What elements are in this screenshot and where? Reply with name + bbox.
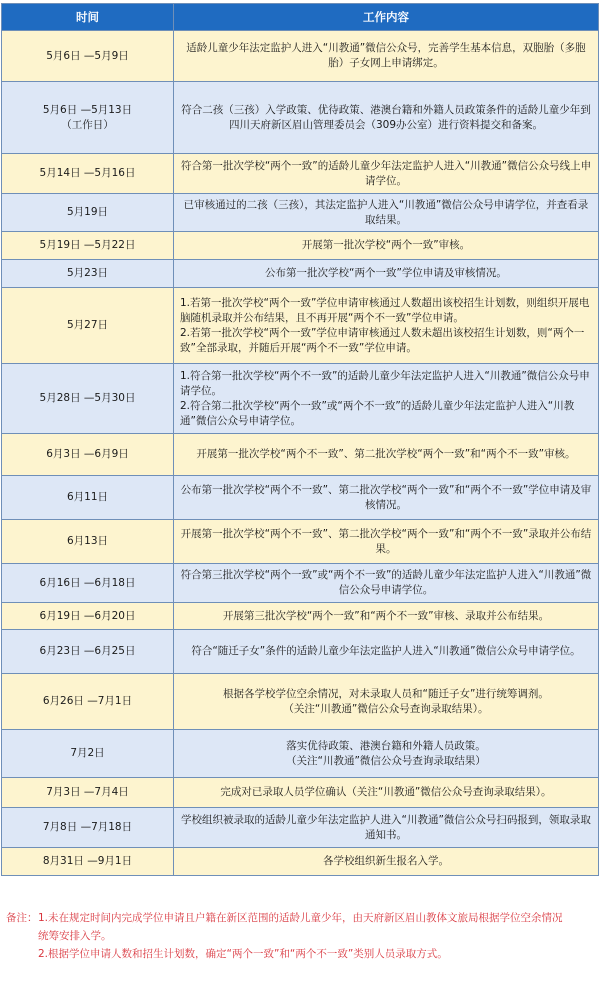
- header-time: 时间: [2, 4, 174, 31]
- row-content: 符合第三批次学校“两个一致”或“两个不一致”的适龄儿童少年法定监护人进入“川教通”微信公众号申请学位。: [174, 564, 599, 603]
- row-time: 5月14日 —5月16日: [2, 154, 174, 194]
- row-time: 5月28日 —5月30日: [2, 364, 174, 434]
- row-time: 6月19日 —6月20日: [2, 603, 174, 630]
- row-content-item-1: 1.若第一批次学校“两个一致”学位申请审核通过人数超出该校招生计划数，则组织开展电脑随机录取并公布结果，且不再开展“两个不一致”学位申请。: [180, 296, 590, 324]
- table-row: [2, 434, 599, 476]
- table-row: [2, 31, 599, 82]
- row-content-item-2: （关注“川教通”微信公众号查询录取结果）。: [283, 702, 489, 715]
- table-row: [2, 260, 599, 288]
- row-time: 7月3日 —7月4日: [2, 778, 174, 808]
- table-row: [2, 476, 599, 520]
- row-content-item-2: （关注“川教通”微信公众号查询录取结果）: [286, 754, 486, 767]
- row-time-note: （工作日）: [61, 118, 114, 131]
- header-content: 工作内容: [174, 4, 599, 31]
- row-content: [174, 288, 599, 364]
- table-row: [2, 848, 599, 876]
- row-content: 学校组织被录取的适龄儿童少年法定监护人进入“川教通”微信公众号扫码报到，领取录取通知书。: [174, 808, 599, 848]
- table-row: [2, 194, 599, 232]
- row-content-item-1: 1.符合第一批次学校“两个不一致”的适龄儿童少年法定监护人进入“川教通”微信公众号申请学位。: [180, 369, 590, 397]
- row-content: 开展第一批次学校“两个一致”审核。: [174, 232, 599, 260]
- table-row: [2, 808, 599, 848]
- table-row: [2, 364, 599, 434]
- row-time: 7月2日: [2, 730, 174, 778]
- table-row: [2, 232, 599, 260]
- row-time: 5月19日: [2, 194, 174, 232]
- table-row: [2, 154, 599, 194]
- row-time: 6月13日: [2, 520, 174, 564]
- row-content: [174, 364, 599, 434]
- table-row: [2, 603, 599, 630]
- row-content: [174, 674, 599, 730]
- row-content: 各学校组织新生报名入学。: [174, 848, 599, 876]
- row-time: 6月23日 —6月25日: [2, 630, 174, 674]
- note-item-2: 2.根据学位申请人数和招生计划数，确定“两个一致”和“两个不一致”类别人员录取方式。: [38, 948, 448, 960]
- row-content: 适龄儿童少年法定监护人进入“川教通”微信公众号，完善学生基本信息，双胞胎（多胞胎）子女网上申请绑定。: [174, 31, 599, 82]
- table-row: [2, 674, 599, 730]
- row-content: 符合第一批次学校“两个一致”的适龄儿童少年法定监护人进入“川教通”微信公众号线上申请学位。: [174, 154, 599, 194]
- table-row: [2, 778, 599, 808]
- enrollment-schedule-table: [1, 3, 599, 876]
- table-header-row: [2, 4, 599, 31]
- row-time: [2, 82, 174, 154]
- row-time: 5月27日: [2, 288, 174, 364]
- row-time: 6月11日: [2, 476, 174, 520]
- row-time: 8月31日 —9月1日: [2, 848, 174, 876]
- notes-section: [0, 885, 599, 987]
- row-time: 6月16日 —6月18日: [2, 564, 174, 603]
- row-content: 已审核通过的二孩（三孩），其法定监护人进入“川教通”微信公众号申请学位，并查看录取结果。: [174, 194, 599, 232]
- row-content: 开展第一批次学校“两个不一致”、第二批次学校“两个一致”和“两个不一致”审核。: [174, 434, 599, 476]
- row-time: 7月8日 —7月18日: [2, 808, 174, 848]
- table-row: [2, 82, 599, 154]
- table-row: [2, 288, 599, 364]
- table-row: [2, 730, 599, 778]
- notes-label: 备注：: [6, 912, 38, 924]
- row-content: 符合“随迁子女”条件的适龄儿童少年法定监护人进入“川教通”微信公众号申请学位。: [174, 630, 599, 674]
- row-content: 公布第一批次学校“两个不一致”、第二批次学校“两个一致”和“两个不一致”学位申请及审核情况。: [174, 476, 599, 520]
- table-row: [2, 630, 599, 674]
- row-content: 公布第一批次学校“两个一致”学位申请及审核情况。: [174, 260, 599, 288]
- notes-list: [38, 909, 568, 963]
- row-time-range: 5月6日 —5月13日: [42, 103, 133, 116]
- row-content: [174, 730, 599, 778]
- row-content-item-1: 根据各学校学位空余情况，对未录取人员和“随迁子女”进行统筹调剂。: [223, 687, 549, 700]
- row-content: 完成对已录取人员学位确认（关注“川教通”微信公众号查询录取结果）。: [174, 778, 599, 808]
- note-item-1: 1.未在规定时间内完成学位申请且户籍在新区范围的适龄儿童少年，由天府新区眉山教体文旅局根据学位空余情况统筹安排入学。: [38, 912, 563, 942]
- row-time: 5月19日 —5月22日: [2, 232, 174, 260]
- row-content: 符合二孩（三孩）入学政策、优待政策、港澳台籍和外籍人员政策条件的适龄儿童少年到四川天府新区眉山管理委员会（309办公室）进行资料提交和备案。: [174, 82, 599, 154]
- row-time: 5月6日 —5月9日: [2, 31, 174, 82]
- row-content: 开展第三批次学校“两个一致”和“两个不一致”审核、录取并公布结果。: [174, 603, 599, 630]
- row-content-item-2: 2.若第一批次学校“两个一致”学位申请审核通过人数未超出该校招生计划数，则“两个一致”全部录取，并随后开展“两个不一致”学位申请。: [180, 326, 585, 354]
- row-content-item-1: 落实优待政策、港澳台籍和外籍人员政策。: [286, 739, 486, 752]
- row-content-item-2: 2.符合第二批次学校“两个一致”或“两个不一致”的适龄儿童少年法定监护人进入“川教通”微信公众号申请学位。: [180, 399, 575, 427]
- row-content: 开展第一批次学校“两个不一致”、第二批次学校“两个一致”和“两个不一致”录取并公布结果。: [174, 520, 599, 564]
- table-row: [2, 564, 599, 603]
- row-time: 6月26日 —7月1日: [2, 674, 174, 730]
- row-time: 6月3日 —6月9日: [2, 434, 174, 476]
- table-row: [2, 520, 599, 564]
- row-time: 5月23日: [2, 260, 174, 288]
